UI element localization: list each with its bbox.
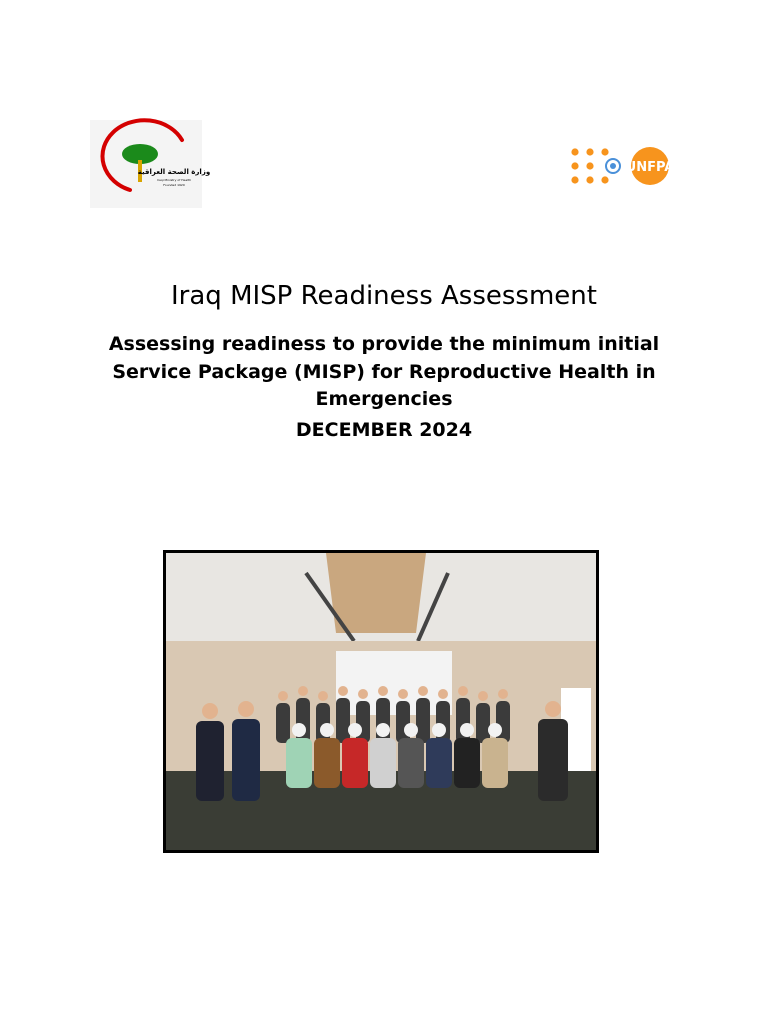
moh-logo-graphic: [90, 120, 211, 208]
unfpa-logo: [570, 145, 674, 187]
group-photo: [163, 550, 599, 853]
unfpa-wordmark: UNFPA: [625, 160, 675, 175]
moh-founded-text: Founded 1920: [163, 183, 185, 187]
document-date: DECEMBER 2024: [295, 419, 473, 441]
unfpa-dots-icon: [571, 148, 608, 183]
moh-english-text: Iraqi Ministry of Health: [156, 178, 192, 182]
unfpa-logo-graphic: [570, 145, 674, 187]
document-subtitle: Assessing readiness to provide the minimum initial Service Package (MISP) for Reproductive Health in Emergencies: [108, 333, 660, 410]
moh-arabic-text: وزارة الصحة العراقية: [137, 168, 211, 176]
iraqi-ministry-of-health-logo: [90, 120, 211, 208]
group-photo-illustration: [166, 553, 596, 850]
document-title: Iraq MISP Readiness Assessment: [171, 281, 597, 311]
